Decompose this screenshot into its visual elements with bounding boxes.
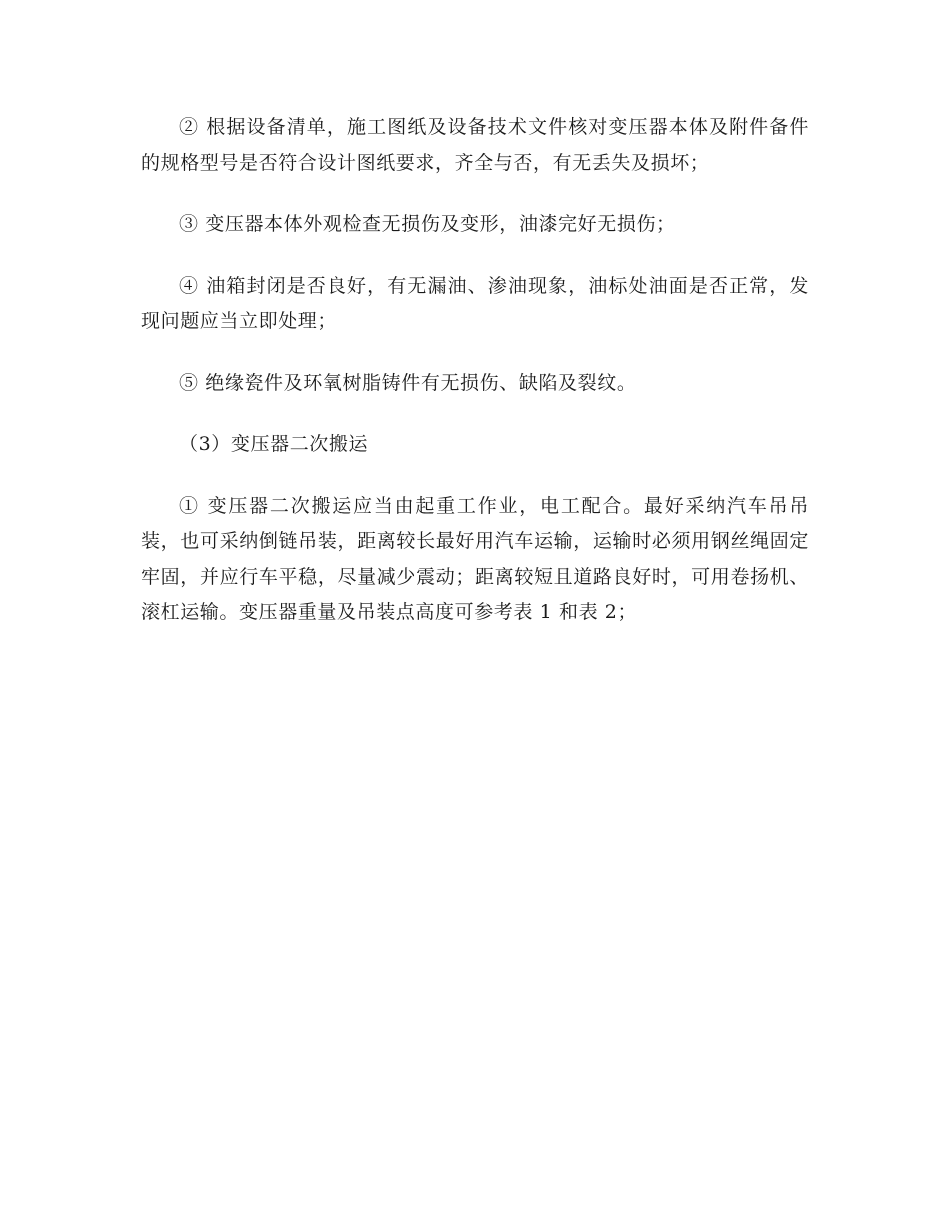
section-heading-secondary-transport: （3）变压器二次搬运: [179, 433, 369, 455]
paragraph-check-spec: ② 根据设备清单，施工图纸及设备技术文件核对变压器本体及附件备件的规格型号是否符合设计图纸要求，齐全与否，有无丢失及损坏；: [141, 116, 809, 174]
paragraph-check-insulation: ⑤ 绝缘瓷件及环氧树脂铸件有无损伤、缺陷及裂纹。: [179, 371, 637, 394]
paragraph-check-appearance: ③ 变压器本体外观检查无损伤及变形，油漆完好无损伤；: [179, 213, 676, 235]
paragraph-check-oil-tank: ④ 油箱封闭是否良好，有无漏油、渗油现象，油标处油面是否正常，发现问题应当立即处理；: [141, 274, 809, 332]
paragraph-secondary-transport: ① 变压器二次搬运应当由起重工作业，电工配合。最好采纳汽车吊吊装，也可采纳倒链吊装，距离较长最好用汽车运输，运输时必须用钢丝绳固定牢固，并应行车平稳，尽量减少震动；距离较短且道路良好时，可用卷扬机、滚杠运输。变压器重量及吊装点高度可参考表 1 和表 2；: [141, 494, 809, 623]
document-body: [141, 110, 809, 657]
